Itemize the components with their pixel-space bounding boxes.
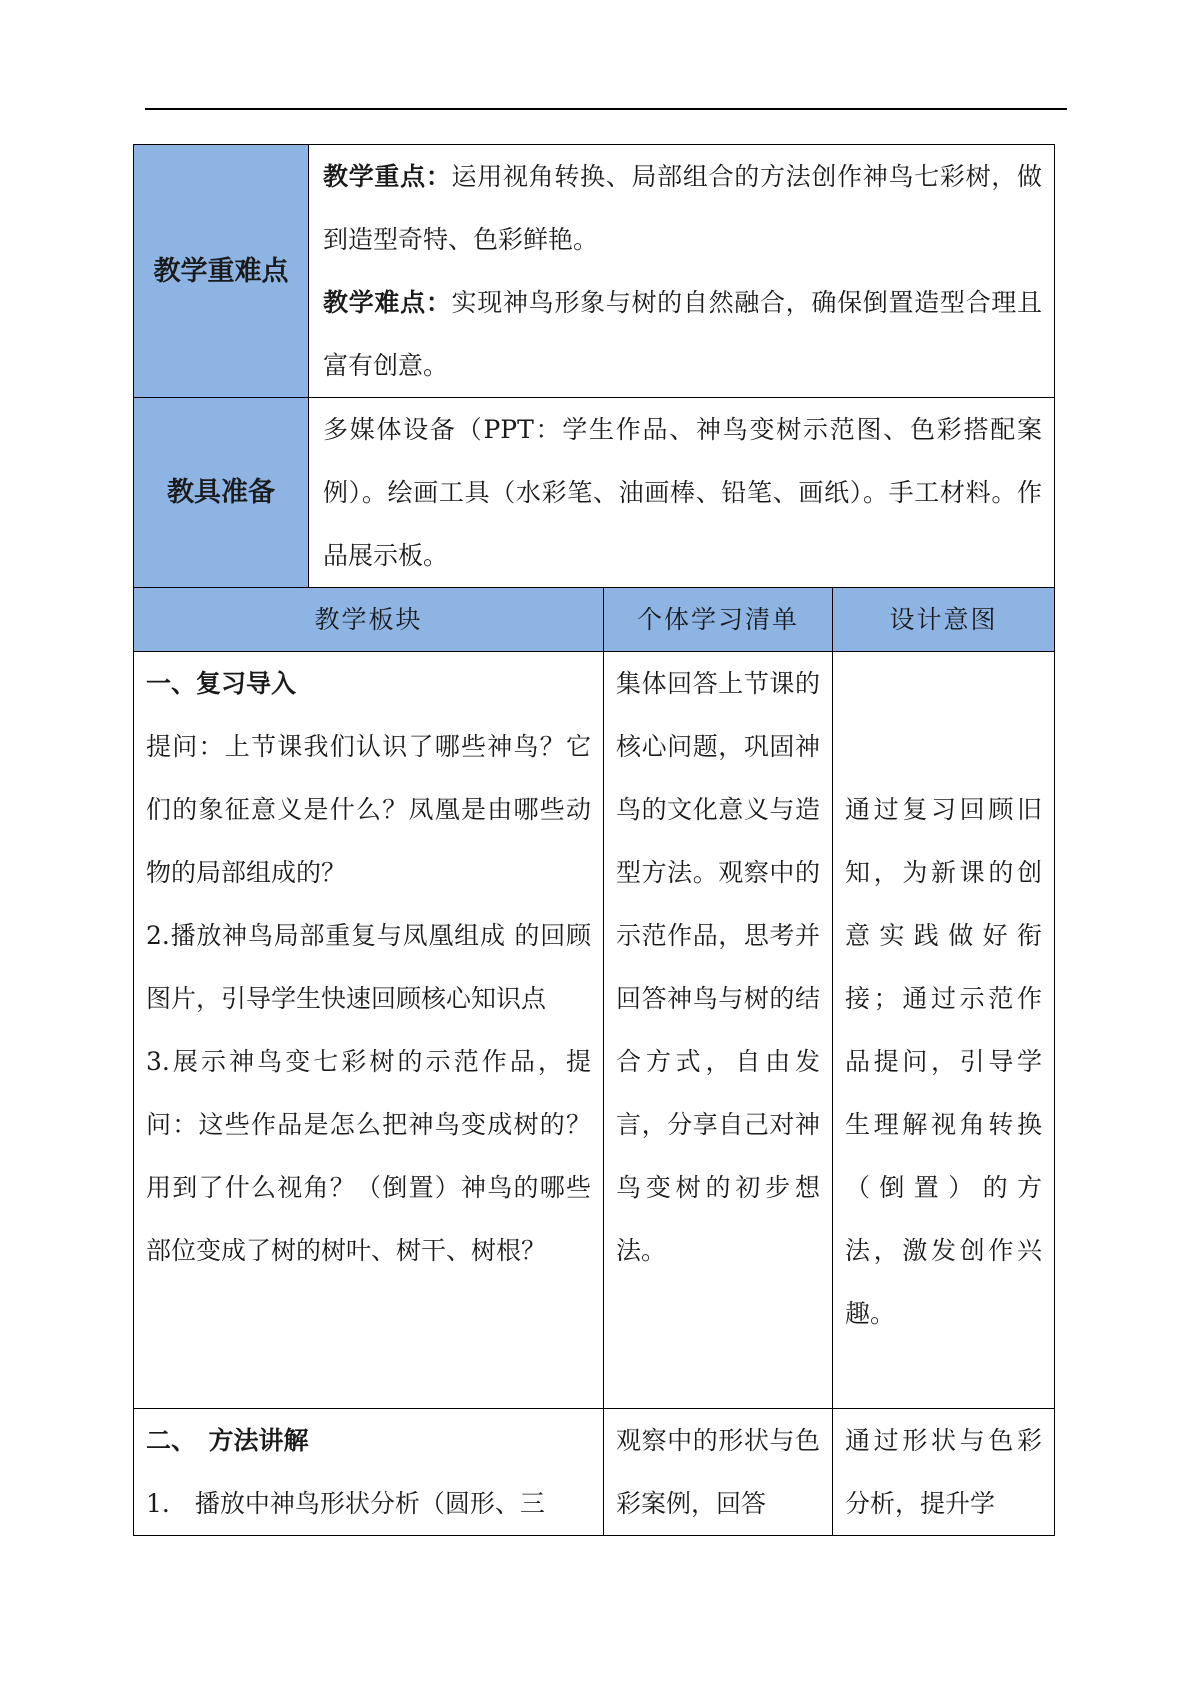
module-line: 1. 播放中神鸟形状分析（圆形、三 bbox=[146, 1489, 545, 1518]
teaching-difficulty-label: 教学难点： bbox=[323, 288, 452, 317]
checklist-text: 集体回答上节课的核心问题，巩固神鸟的文化意义与造型方法。观察中的示范作品，思考并回答神鸟与树的结合方式，自由发言，分享自己对神鸟变树的初步想法。 bbox=[616, 669, 820, 1265]
intent-text: 通过复习回顾旧知，为新课的创意实践做好衔接；通过示范作品提问，引导学生理解视角转换（倒置）的方法，激发创作兴趣。 bbox=[845, 795, 1043, 1328]
materials-row bbox=[134, 398, 1055, 588]
section-title: 二、 方法讲解 bbox=[146, 1426, 309, 1455]
column-header-module: 教学板块 bbox=[134, 588, 604, 652]
module-cell bbox=[134, 652, 604, 1409]
section-title: 一、复习导入 bbox=[146, 669, 297, 698]
module-line: 2.播放神鸟局部重复与凤凰组成 的回顾图片，引导学生快速回顾核心知识点 bbox=[146, 921, 591, 1013]
intent-cell bbox=[833, 1409, 1055, 1536]
module-line: 3.展示神鸟变七彩树的示范作品，提问：这些作品是怎么把神鸟变成树的？用到了什么视角？（倒置）神鸟的哪些部位变成了树的树叶、树干、树根？ bbox=[146, 1047, 591, 1265]
key-points-content bbox=[309, 145, 1055, 398]
teaching-difficulty bbox=[323, 271, 1042, 397]
intent-text: 通过形状与色彩分析，提升学 bbox=[845, 1426, 1043, 1518]
lesson-plan-table bbox=[133, 144, 1055, 1536]
key-points-row bbox=[134, 145, 1055, 398]
teaching-focus bbox=[323, 145, 1042, 271]
key-points-label: 教学重难点 bbox=[134, 145, 309, 398]
checklist-text: 观察中的形状与色彩案例，回答 bbox=[616, 1426, 820, 1518]
module-line: 提问：上节课我们认识了哪些神鸟？它们的象征意义是什么？凤凰是由哪些动物的局部组成的？ bbox=[146, 732, 591, 887]
materials-content: 多媒体设备（PPT：学生作品、神鸟变树示范图、色彩搭配案例）。绘画工具（水彩笔、油画棒、铅笔、画纸）。手工材料。作品展示板。 bbox=[309, 398, 1055, 588]
teaching-focus-label: 教学重点： bbox=[323, 162, 452, 191]
checklist-cell bbox=[604, 652, 833, 1409]
teaching-focus-text: 运用视角转换、局部组合的方法创作神鸟七彩树，做到造型奇特、色彩鲜艳。 bbox=[323, 162, 1043, 254]
column-header-row bbox=[134, 588, 1055, 652]
intent-cell bbox=[833, 652, 1055, 1409]
column-header-intent: 设计意图 bbox=[833, 588, 1055, 652]
table-row bbox=[134, 1409, 1055, 1536]
header-rule bbox=[145, 108, 1067, 110]
table-row bbox=[134, 652, 1055, 1409]
teaching-difficulty-text: 实现神鸟形象与树的自然融合，确保倒置造型合理且富有创意。 bbox=[323, 288, 1043, 380]
column-header-checklist: 个体学习清单 bbox=[604, 588, 833, 652]
checklist-cell bbox=[604, 1409, 833, 1536]
module-cell bbox=[134, 1409, 604, 1536]
materials-label: 教具准备 bbox=[134, 398, 309, 588]
